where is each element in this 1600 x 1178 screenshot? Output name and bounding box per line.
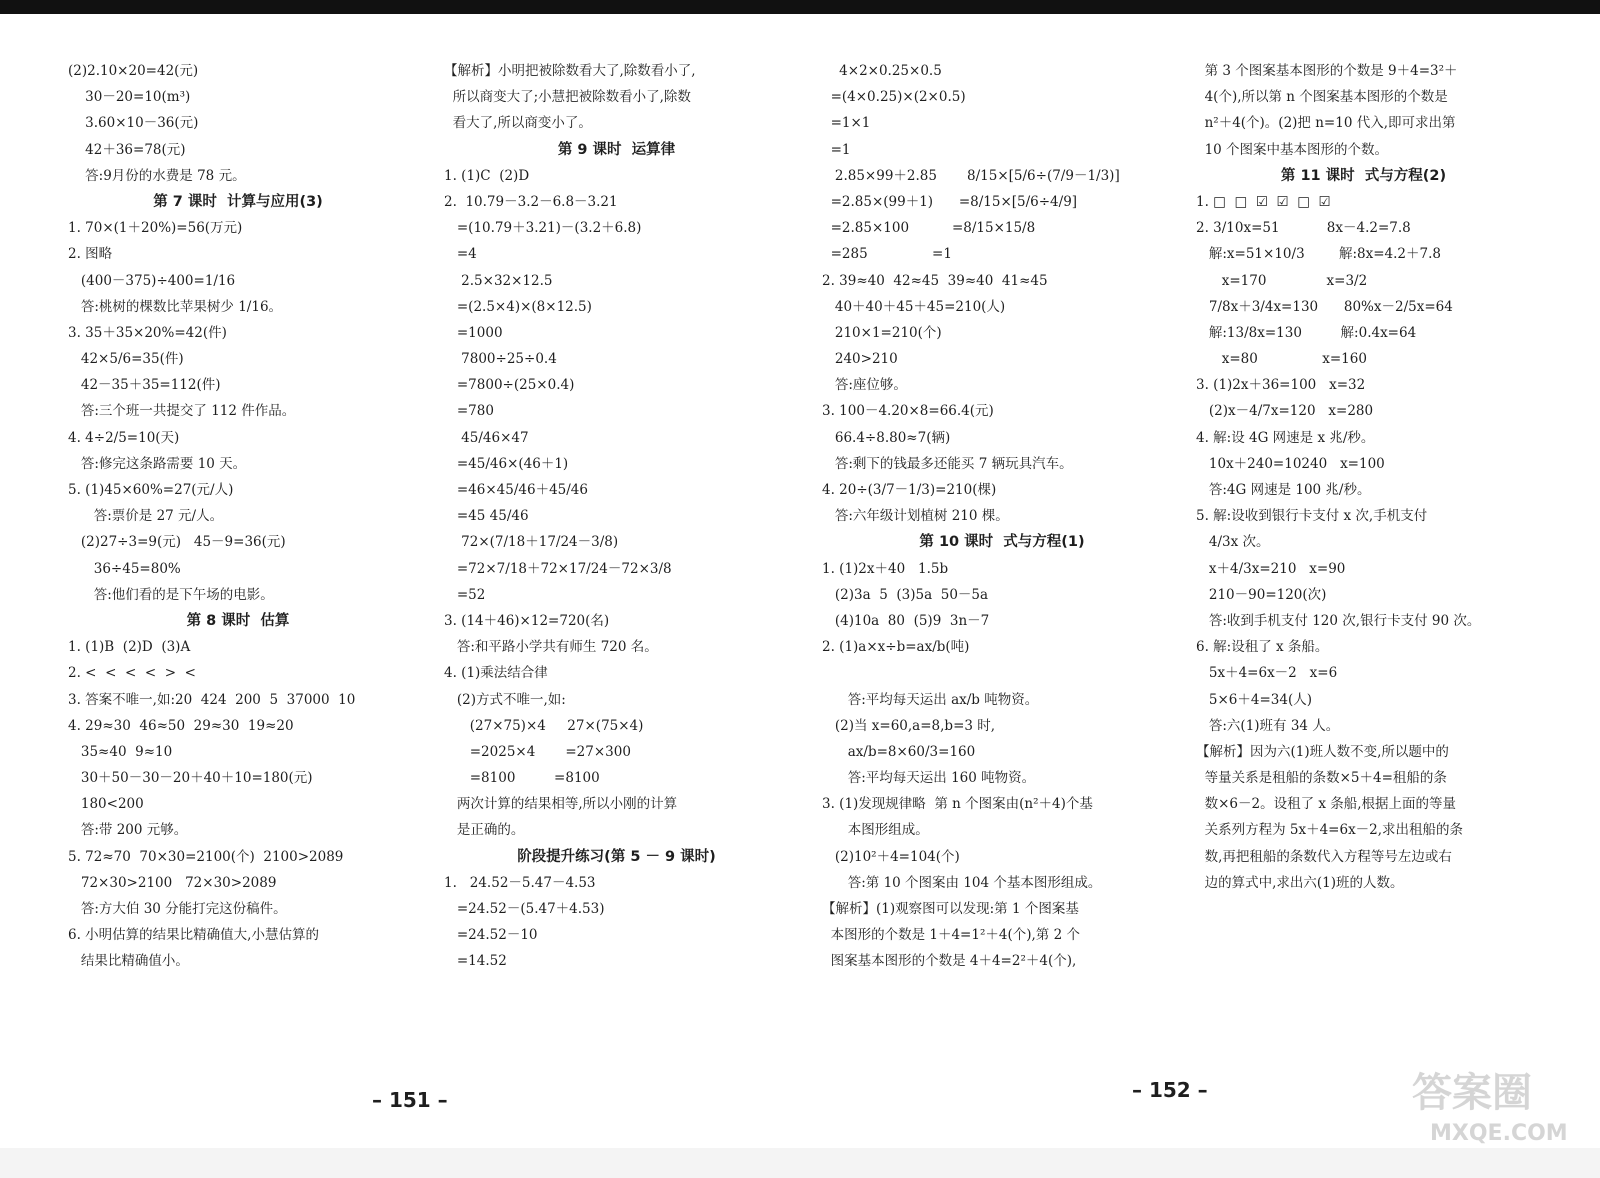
answer-line: 4/3x 次。 <box>1196 534 1270 551</box>
answer-line: 30－20=10(m³) <box>68 89 191 106</box>
answer-line: 3. (14＋46)×12=720(名) <box>444 612 610 629</box>
answer-line: 阶段提升练习(第 5 － 9 课时) <box>517 848 716 865</box>
answer-line: 第 10 课时 式与方程(1) <box>919 534 1085 551</box>
answer-line: 45/46×47 <box>444 429 529 446</box>
answer-line: 1. 24.52－5.47－4.53 <box>444 874 596 891</box>
answer-line: 3.60×10－36(元) <box>68 115 199 132</box>
answer-line: 5. (1)45×60%=27(元/人) <box>68 482 234 498</box>
answer-line: 4. 解:设 4G 网速是 x 兆/秒。 <box>1196 429 1375 446</box>
answer-line: =2025×4 =27×300 <box>444 743 631 760</box>
answer-line: 第 8 课时 估算 <box>186 612 290 629</box>
answer-line: (2)27÷3=9(元) 45－9=36(元) <box>68 534 286 551</box>
answer-line: 1. (1)2x＋40 1.5b <box>822 560 949 577</box>
answer-line: 2. 39≈40 42≈45 39≈40 41≈45 <box>822 272 1048 289</box>
answer-line: 4. 4÷2/5=10(天) <box>68 429 180 446</box>
answer-line: =45 45/46 <box>444 508 529 525</box>
column-4 <box>1196 58 1531 896</box>
answer-line: =2.85×100 =8/15×15/8 <box>822 220 1036 237</box>
answer-line: 42×5/6=35(件) <box>68 351 184 368</box>
answer-line: =780 <box>444 403 494 420</box>
answer-line: 10x＋240=10240 x=100 <box>1196 455 1385 472</box>
answer-line: (2)方式不唯一,如: <box>444 691 566 708</box>
answer-line: (27×75)×4 27×(75×4) <box>444 717 644 734</box>
answer-line: 本图形组成。 <box>822 822 929 839</box>
answer-line: =24.52－10 <box>444 927 538 944</box>
answer-line: =(4×0.25)×(2×0.5) <box>822 89 966 106</box>
bottom-scan-edge <box>0 1148 1600 1178</box>
answer-line: 10 个图案中基本图形的个数。 <box>1196 141 1389 158</box>
answer-line: 1. □ □ ☑ ☑ □ ☑ <box>1196 193 1331 210</box>
answer-line: 【解析】小明把被除数看大了,除数看小了, <box>444 63 696 79</box>
answer-line: 第 7 课时 计算与应用(3) <box>153 193 323 210</box>
answer-line: 答:带 200 元够。 <box>68 822 188 839</box>
answer-line: 5×6＋4=34(人) <box>1196 691 1312 708</box>
answer-line: 30＋50－30－20＋40＋10=180(元) <box>68 770 313 787</box>
answer-line: =8100 =8100 <box>444 770 600 787</box>
answer-line: 72×(7/18＋17/24－3/8) <box>444 534 619 551</box>
answer-line: 答:座位够。 <box>822 377 907 394</box>
answer-line: 1. (1)B (2)D (3)A <box>68 639 191 656</box>
watermark-logo <box>1408 1060 1594 1146</box>
answer-line: 答:票价是 27 元/人。 <box>68 508 224 525</box>
watermark-text: 答案圈 <box>1412 1070 1532 1116</box>
answer-line: 3. (1)发现规律略 第 n 个图案由(n²＋4)个基 <box>822 796 1093 813</box>
answer-line: 36÷45=80% <box>68 560 181 577</box>
answer-line: (2)3a 5 (3)5a 50－5a <box>822 586 989 603</box>
answer-line: 两次计算的结果相等,所以小刚的计算 <box>444 796 678 813</box>
answer-line: 数,再把租船的条数代入方程等号左边或右 <box>1196 848 1452 865</box>
answer-line: (2)x－4/7x=120 x=280 <box>1196 403 1374 420</box>
column-2 <box>444 58 789 975</box>
answer-line: 2. 3/10x=51 8x－4.2=7.8 <box>1196 220 1411 237</box>
answer-line: 数×6－2。设租了 x 条船,根据上面的等量 <box>1196 796 1457 813</box>
answer-line: 答:9月份的水费是 78 元。 <box>68 167 246 184</box>
answer-line: 看大了,所以商变小了。 <box>444 115 592 132</box>
answer-line: x=170 x=3/2 <box>1196 272 1368 289</box>
answer-line: 5x＋4=6x－2 x=6 <box>1196 665 1338 682</box>
answer-line: 210×1=210(个) <box>822 324 942 341</box>
answer-line: 答:三个班一共提交了 112 件作品。 <box>68 403 296 420</box>
answer-line: =2.85×(99＋1) =8/15×[5/6÷4/9] <box>822 193 1078 210</box>
answer-line: 本图形的个数是 1＋4=1²＋4(个),第 2 个 <box>822 927 1080 944</box>
answer-line: 3. 100－4.20×8=66.4(元) <box>822 403 994 420</box>
answer-line: 第 11 课时 式与方程(2) <box>1280 167 1447 184</box>
answer-line: 6. 小明估算的结果比精确值大,小慧估算的 <box>68 927 319 944</box>
answer-line: ax/b=8×60/3=160 <box>822 743 976 760</box>
answer-line: (400－375)÷400=1/16 <box>68 272 236 289</box>
answer-line: =46×45/46＋45/46 <box>444 482 588 498</box>
answer-line: 边的算式中,求出六(1)班的人数。 <box>1196 874 1404 891</box>
answer-line: 7800÷25÷0.4 <box>444 351 557 368</box>
answer-line: =45/46×(46＋1) <box>444 455 569 472</box>
answer-line: =4 <box>444 246 477 263</box>
answer-line: =285 =1 <box>822 246 952 263</box>
answer-line: 图案基本图形的个数是 4＋4=2²＋4(个), <box>822 953 1077 970</box>
answer-line: 1. 70×(1＋20%)=56(万元) <box>68 220 243 237</box>
answer-line: 结果比精确值小。 <box>68 953 189 970</box>
answer-line: 4. (1)乘法结合律 <box>444 665 548 682</box>
answer-line: 35≈40 9≈10 <box>68 743 173 760</box>
answer-line: n²＋4(个)。(2)把 n=10 代入,即可求出第 <box>1196 115 1456 132</box>
answer-line: =14.52 <box>444 953 507 970</box>
answer-line: 42＋36=78(元) <box>68 141 186 158</box>
answer-line: 2. 10.79－3.2－6.8－3.21 <box>444 193 618 210</box>
answer-line: 【解析】因为六(1)班人数不变,所以题中的 <box>1196 743 1449 760</box>
answer-line: 答:方大伯 30 分能打完这份稿件。 <box>68 901 287 917</box>
answer-line: 240>210 <box>822 351 898 368</box>
answer-line: 解:x=51×10/3 解:8x=4.2＋7.8 <box>1196 246 1441 263</box>
answer-line: 是正确的。 <box>444 822 525 839</box>
answer-line: 答:平均每天运出 ax/b 吨物资。 <box>822 691 1039 708</box>
answer-line: 3. 答案不唯一,如:20 424 200 5 37000 10 <box>68 691 356 708</box>
answer-line: =24.52－(5.47＋4.53) <box>444 901 605 917</box>
answer-line: x＋4/3x=210 x=90 <box>1196 560 1346 577</box>
answer-line: 72×30>2100 72×30>2089 <box>68 874 277 891</box>
answer-line: 答:4G 网速是 100 兆/秒。 <box>1196 482 1371 498</box>
answer-line: 第 3 个图案基本图形的个数是 9＋4=3²＋ <box>1196 63 1458 79</box>
answer-line: 4(个),所以第 n 个图案基本图形的个数是 <box>1196 89 1448 106</box>
answer-line: 180<200 <box>68 796 144 813</box>
answer-line: 7/8x＋3/4x=130 80%x－2/5x=64 <box>1196 298 1453 315</box>
answer-line: (2)10²＋4=104(个) <box>822 848 960 865</box>
answer-line: 答:第 10 个图案由 104 个基本图形组成。 <box>822 874 1102 891</box>
answer-line: 答:他们看的是下午场的电影。 <box>68 586 274 603</box>
answer-line: 40＋40＋45＋45=210(人) <box>822 298 1006 315</box>
answer-line: (4)10a 80 (5)9 3n－7 <box>822 612 990 629</box>
column-1 <box>68 58 408 975</box>
answer-line: =1 <box>822 141 851 158</box>
answer-line: =72×7/18＋72×17/24－72×3/8 <box>444 560 672 577</box>
answer-line: =1×1 <box>822 115 871 132</box>
answer-line: =(2.5×4)×(8×12.5) <box>444 298 592 315</box>
answer-line: 3. (1)2x＋36=100 x=32 <box>1196 377 1366 394</box>
answer-line: 2. (1)a×x÷b=ax/b(吨) <box>822 639 970 656</box>
answer-line: x=80 x=160 <box>1196 351 1367 368</box>
answer-line: 2. 图略 <box>68 246 113 263</box>
answer-line: 答:六(1)班有 34 人。 <box>1196 717 1340 734</box>
answer-line: 1. (1)C (2)D <box>444 167 530 184</box>
answer-line: 答:收到手机支付 120 次,银行卡支付 90 次。 <box>1196 612 1481 629</box>
answer-line: =7800÷(25×0.4) <box>444 377 575 394</box>
answer-line: 4×2×0.25×0.5 <box>822 63 942 79</box>
page-number-left: – 151 – <box>372 1088 448 1112</box>
column-3 <box>822 58 1182 975</box>
page-number-right: – 152 – <box>1132 1078 1208 1102</box>
top-scan-edge <box>0 0 1600 14</box>
answer-line: 关系列方程为 5x＋4=6x－2,求出租船的条 <box>1196 822 1464 839</box>
answer-line: (2)当 x=60,a=8,b=3 时, <box>822 717 996 734</box>
answer-line: 解:13/8x=130 解:0.4x=64 <box>1196 324 1417 341</box>
answer-line: 210－90=120(次) <box>1196 586 1327 603</box>
answer-line: 3. 35＋35×20%=42(件) <box>68 324 227 341</box>
answer-line: (2)2.10×20=42(元) <box>68 63 199 79</box>
answer-line: 5. 72≈70 70×30=2100(个) 2100>2089 <box>68 848 344 865</box>
watermark-url: MXQE.COM <box>1430 1121 1568 1146</box>
answer-line: 所以商变大了;小慧把被除数看小了,除数 <box>444 89 691 106</box>
answer-line: 42－35＋35=112(件) <box>68 377 221 394</box>
answer-line: 66.4÷8.80≈7(辆) <box>822 429 951 446</box>
answer-line: 答:六年级计划植树 210 棵。 <box>822 508 1009 525</box>
answer-line: 等量关系是租船的条数×5＋4=租船的条 <box>1196 770 1447 787</box>
answer-line: 答:剩下的钱最多还能买 7 辆玩具汽车。 <box>822 455 1073 472</box>
answer-line: 4. 20÷(3/7－1/3)=210(棵) <box>822 482 997 498</box>
answer-line: 2. < < < < > < <box>68 665 196 682</box>
answer-line: =52 <box>444 586 486 603</box>
answer-line: 第 9 课时 运算律 <box>557 141 676 158</box>
answer-line: 5. 解:设收到银行卡支付 x 次,手机支付 <box>1196 508 1428 525</box>
answer-line: 6. 解:设租了 x 条船。 <box>1196 639 1329 656</box>
answer-line <box>822 660 1182 686</box>
answer-line: 答:桃树的棵数比苹果树少 1/16。 <box>68 298 283 315</box>
answer-line: 2.85×99＋2.85 8/15×[5/6÷(7/9－1/3)] <box>822 167 1120 184</box>
answer-line: =(10.79＋3.21)－(3.2＋6.8) <box>444 220 642 237</box>
answer-line: =1000 <box>444 324 503 341</box>
answer-line: 答:和平路小学共有师生 720 名。 <box>444 639 658 656</box>
answer-line: 2.5×32×12.5 <box>444 272 553 289</box>
answer-line: 4. 29≈30 46≈50 29≈30 19≈20 <box>68 717 294 734</box>
answer-line: 【解析】(1)观察图可以发现:第 1 个图案基 <box>822 901 1079 917</box>
answer-line: 答:修完这条路需要 10 天。 <box>68 455 247 472</box>
answer-line: 答:平均每天运出 160 吨物资。 <box>822 770 1036 787</box>
